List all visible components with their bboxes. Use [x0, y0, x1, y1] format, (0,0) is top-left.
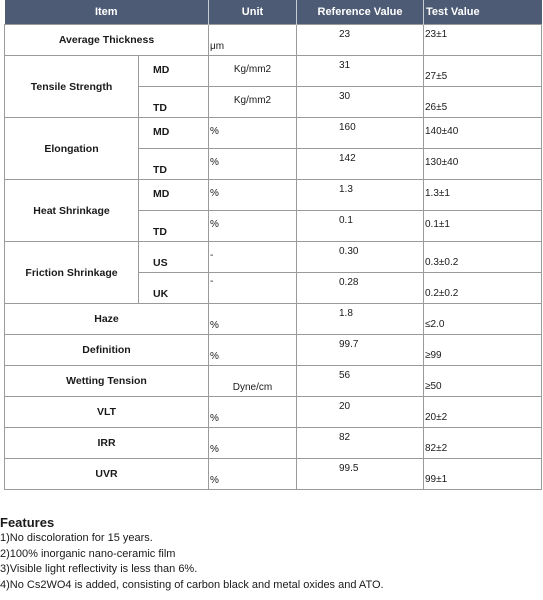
feature-item: 1)No discoloration for 15 years. [0, 532, 153, 544]
unit-cell: % [209, 335, 297, 366]
reference-value: 20 [297, 397, 424, 428]
table-row [5, 25, 542, 56]
unit-cell: Dyne/cm [209, 366, 297, 397]
sub-us: US [139, 242, 209, 273]
table-row [5, 397, 542, 428]
item-irr: IRR [5, 428, 209, 459]
unit-cell: Kg/mm2 [209, 87, 297, 118]
table-row [5, 180, 542, 211]
feature-item: 2)100% inorganic nano-ceramic film [0, 547, 176, 560]
reference-value: 0.1 [297, 211, 424, 242]
item-heat-shrinkage: Heat Shrinkage [5, 180, 139, 242]
feature-item: 3)Visible light reflectivity is less than 6%. [0, 563, 198, 575]
reference-value: 82 [297, 428, 424, 459]
unit-cell: % [209, 149, 297, 180]
test-value: 99±1 [424, 459, 542, 490]
reference-value: 0.28 [297, 273, 424, 304]
unit-cell: % [209, 397, 297, 428]
test-value: 26±5 [424, 87, 542, 118]
unit-cell: % [209, 180, 297, 211]
reference-value: 142 [297, 149, 424, 180]
reference-value: 160 [297, 118, 424, 149]
reference-value: 99.7 [297, 335, 424, 366]
table-row [5, 118, 542, 149]
reference-value: 1.3 [297, 180, 424, 211]
features-title: Features [0, 515, 55, 530]
header-unit: Unit [209, 0, 297, 25]
item-wetting-tension: Wetting Tension [5, 366, 209, 397]
test-value: ≤2.0 [424, 304, 542, 335]
test-value: 82±2 [424, 428, 542, 459]
table-row [5, 459, 542, 490]
table-row [5, 335, 542, 366]
test-value: 130±40 [424, 149, 542, 180]
unit-cell: % [209, 459, 297, 490]
table-row [5, 428, 542, 459]
features-section [0, 514, 543, 593]
sub-uk: UK [139, 273, 209, 304]
reference-value: 99.5 [297, 459, 424, 490]
item-tensile-strength: Tensile Strength [5, 56, 139, 118]
reference-value: 0.30 [297, 242, 424, 273]
unit-cell: - [209, 242, 297, 273]
table-row [5, 56, 542, 87]
sub-md: MD [139, 118, 209, 149]
table-row [5, 366, 542, 397]
item-haze: Haze [5, 304, 209, 335]
reference-value: 31 [297, 56, 424, 87]
unit-cell: % [209, 211, 297, 242]
test-value: 27±5 [424, 56, 542, 87]
test-value: 140±40 [424, 118, 542, 149]
header-row [5, 0, 542, 25]
item-uvr: UVR [5, 459, 209, 490]
sub-md: MD [139, 56, 209, 87]
unit-cell: % [209, 118, 297, 149]
item-definition: Definition [5, 335, 209, 366]
item-friction-shrinkage: Friction Shrinkage [5, 242, 139, 304]
sub-td: TD [139, 149, 209, 180]
unit-cell: Kg/mm2 [209, 56, 297, 87]
item-vlt: VLT [5, 397, 209, 428]
test-value: 23±1 [424, 25, 542, 56]
test-value: 0.1±1 [424, 211, 542, 242]
unit-cell: μm [209, 25, 297, 56]
header-reference-value: Reference Value [297, 0, 424, 25]
reference-value: 23 [297, 25, 424, 56]
item-average-thickness: Average Thickness [5, 25, 209, 56]
test-value: 0.3±0.2 [424, 242, 542, 273]
sub-td: TD [139, 211, 209, 242]
test-value: 20±2 [424, 397, 542, 428]
header-test-value: Test Value [424, 0, 542, 25]
table-row [5, 242, 542, 273]
test-value: 1.3±1 [424, 180, 542, 211]
sub-td: TD [139, 87, 209, 118]
table-row [5, 304, 542, 335]
spec-table [4, 0, 542, 490]
unit-cell: % [209, 428, 297, 459]
sub-md: MD [139, 180, 209, 211]
test-value: ≥99 [424, 335, 542, 366]
unit-cell: - [209, 273, 297, 304]
feature-item: 4)No Cs2WO4 is added, consisting of carbon black and metal oxides and ATO. [0, 578, 384, 591]
item-elongation: Elongation [5, 118, 139, 180]
reference-value: 30 [297, 87, 424, 118]
unit-cell: % [209, 304, 297, 335]
test-value: ≥50 [424, 366, 542, 397]
reference-value: 56 [297, 366, 424, 397]
reference-value: 1.8 [297, 304, 424, 335]
test-value: 0.2±0.2 [424, 273, 542, 304]
header-item: Item [5, 0, 209, 25]
